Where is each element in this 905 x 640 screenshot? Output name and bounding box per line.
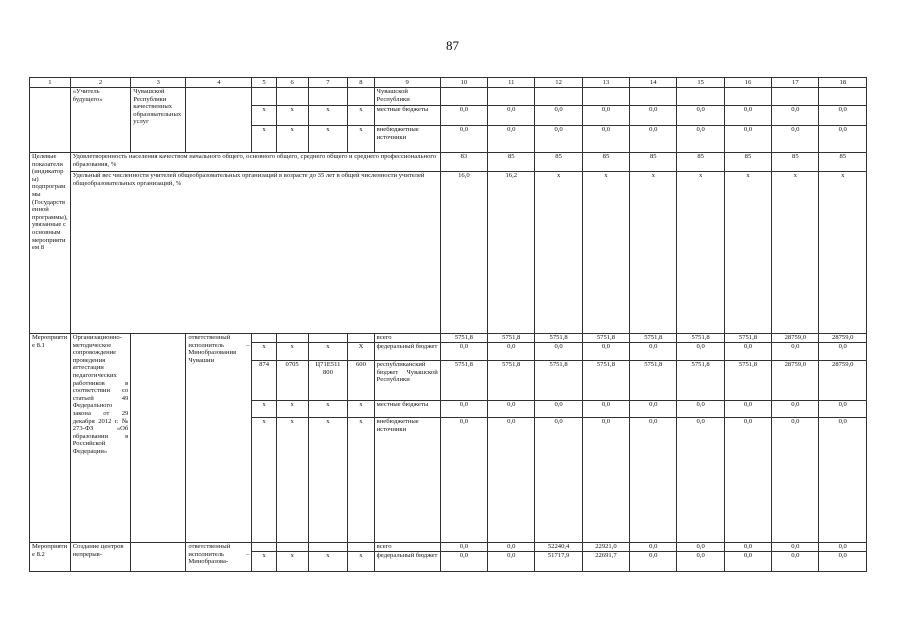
source-cell: федеральный бюджет <box>374 552 440 572</box>
target-value-cell: x <box>677 172 724 334</box>
source-cell: внебюджетные источники <box>374 126 440 153</box>
event-name-cell: «Учитель будущего» <box>70 88 131 153</box>
target-value-cell: 85 <box>772 153 819 172</box>
value-cell <box>488 88 535 106</box>
code-vr-cell <box>348 88 374 106</box>
value-cell: 0,0 <box>772 418 819 543</box>
value-cell: 5751,8 <box>535 361 582 401</box>
target-value-cell: 85 <box>819 153 867 172</box>
value-cell: 28759,0 <box>819 334 867 343</box>
table-row <box>30 172 867 334</box>
value-cell: 0,0 <box>582 418 629 543</box>
value-cell: 0,0 <box>440 418 487 543</box>
value-cell: 0,0 <box>772 126 819 153</box>
code-vr-cell: x <box>348 552 374 572</box>
header-cell: 10 <box>440 78 487 88</box>
value-cell: 0,0 <box>819 543 867 552</box>
code-gr-cell: x <box>252 106 276 126</box>
value-cell: 0,0 <box>677 401 724 418</box>
target-value-cell: x <box>724 172 771 334</box>
value-cell: 0,0 <box>535 126 582 153</box>
code-rz-cell: x <box>276 401 308 418</box>
header-cell: 9 <box>374 78 440 88</box>
page-number: 87 <box>446 38 459 53</box>
header-cell: 12 <box>535 78 582 88</box>
target-text-cell: Удовлетворенность населения качеством начального общего, основного общего, среднего общего и среднего профессионального образования, % <box>70 153 440 172</box>
code-rz-cell: x <box>276 126 308 153</box>
header-cell: 17 <box>772 78 819 88</box>
value-cell: 0,0 <box>488 106 535 126</box>
value-cell <box>440 88 487 106</box>
code-vr-cell: x <box>348 418 374 543</box>
value-cell: 0,0 <box>677 106 724 126</box>
table-row <box>30 543 867 552</box>
value-cell: 22691,7 <box>582 552 629 572</box>
value-cell: 28759,0 <box>772 361 819 401</box>
target-value-cell: 85 <box>535 153 582 172</box>
value-cell: 0,0 <box>772 552 819 572</box>
value-cell: 0,0 <box>772 543 819 552</box>
value-cell: 0,0 <box>724 552 771 572</box>
event-label-cell <box>30 88 71 153</box>
value-cell: 0,0 <box>819 552 867 572</box>
target-value-cell: 85 <box>582 153 629 172</box>
header-cell: 7 <box>308 78 348 88</box>
code-csr-cell: x <box>308 418 348 543</box>
value-cell: 0,0 <box>724 401 771 418</box>
value-cell: 0,0 <box>582 106 629 126</box>
header-cell: 14 <box>630 78 677 88</box>
value-cell: 0,0 <box>630 543 677 552</box>
code-vr-cell <box>348 543 374 552</box>
value-cell: 0,0 <box>772 401 819 418</box>
value-cell: 0,0 <box>630 401 677 418</box>
code-csr-cell: Ц71Е511 800 <box>308 361 348 401</box>
value-cell: 0,0 <box>772 106 819 126</box>
target-value-cell: 85 <box>724 153 771 172</box>
value-cell: 0,0 <box>440 543 487 552</box>
value-cell <box>677 88 724 106</box>
code-rz-cell: x <box>276 552 308 572</box>
code-csr-cell: x <box>308 343 348 361</box>
value-cell: 0,0 <box>819 343 867 361</box>
value-cell: 0,0 <box>440 401 487 418</box>
code-rz-cell <box>276 543 308 552</box>
value-cell: 0,0 <box>535 418 582 543</box>
value-cell: 0,0 <box>630 343 677 361</box>
value-cell <box>819 88 867 106</box>
responsible-cell: ответственный исполнитель – Минобразова- <box>186 543 252 572</box>
source-cell: всего <box>374 334 440 343</box>
value-cell: 0,0 <box>677 552 724 572</box>
value-cell: 0,0 <box>724 418 771 543</box>
header-cell: 16 <box>724 78 771 88</box>
code-gr-cell: x <box>252 401 276 418</box>
target-value-cell: 85 <box>630 153 677 172</box>
header-cell: 13 <box>582 78 629 88</box>
code-rz-cell <box>276 334 308 343</box>
source-cell: республиканский бюджет Чувашской Республики <box>374 361 440 401</box>
code-gr-cell: 874 <box>252 361 276 401</box>
value-cell: 0,0 <box>440 106 487 126</box>
value-cell: 0,0 <box>535 106 582 126</box>
code-csr-cell <box>308 88 348 106</box>
code-rz-cell <box>276 88 308 106</box>
target-text-cell: Удельный вес численности учителей общеобразовательных организаций в возрасте до 35 лет в общей численности учителей общеобразовательных организаций, % <box>70 172 440 334</box>
target-value-cell: x <box>535 172 582 334</box>
source-cell: всего <box>374 543 440 552</box>
event-empty-cell <box>131 334 186 543</box>
value-cell: 0,0 <box>488 418 535 543</box>
value-cell: 0,0 <box>630 552 677 572</box>
code-gr-cell <box>252 543 276 552</box>
value-cell: 0,0 <box>582 126 629 153</box>
code-csr-cell: x <box>308 126 348 153</box>
header-cell: 1 <box>30 78 71 88</box>
value-cell: 5751,8 <box>677 334 724 343</box>
table-row <box>30 153 867 172</box>
responsible-cell: ответственный исполнитель – Минобразования Чувашии <box>186 334 252 543</box>
code-csr-cell <box>308 334 348 343</box>
header-cell: 15 <box>677 78 724 88</box>
event-empty-cell <box>131 543 186 572</box>
value-cell: 5751,8 <box>677 361 724 401</box>
target-value-cell: 85 <box>488 153 535 172</box>
header-cell: 11 <box>488 78 535 88</box>
value-cell: 5751,8 <box>630 361 677 401</box>
header-cell: 5 <box>252 78 276 88</box>
value-cell: 0,0 <box>677 126 724 153</box>
value-cell: 0,0 <box>488 552 535 572</box>
target-value-cell: x <box>819 172 867 334</box>
code-vr-cell: x <box>348 106 374 126</box>
code-csr-cell <box>308 543 348 552</box>
value-cell: 5751,8 <box>440 334 487 343</box>
target-value-cell: 85 <box>677 153 724 172</box>
value-cell: 0,0 <box>488 126 535 153</box>
responsible-cell <box>186 88 252 153</box>
value-cell: 0,0 <box>488 401 535 418</box>
code-gr-cell <box>252 334 276 343</box>
target-value-cell: x <box>630 172 677 334</box>
targets-label-cell: Целевые показатели (индикаторы) подпрограммы (Государственной программы), увязанные с основным мероприятием 8 <box>30 153 71 334</box>
code-vr-cell: 600 <box>348 361 374 401</box>
value-cell: 5751,8 <box>630 334 677 343</box>
target-value-cell: 16,0 <box>440 172 487 334</box>
value-cell: 0,0 <box>582 343 629 361</box>
value-cell: 0,0 <box>440 552 487 572</box>
value-cell: 0,0 <box>724 343 771 361</box>
value-cell: 51717,9 <box>535 552 582 572</box>
value-cell: 5751,8 <box>440 361 487 401</box>
value-cell: 5751,8 <box>488 361 535 401</box>
value-cell: 28759,0 <box>819 361 867 401</box>
code-gr-cell <box>252 88 276 106</box>
value-cell: 0,0 <box>819 401 867 418</box>
code-vr-cell: X <box>348 343 374 361</box>
value-cell: 0,0 <box>582 401 629 418</box>
value-cell: 0,0 <box>535 401 582 418</box>
value-cell <box>772 88 819 106</box>
code-vr-cell: x <box>348 126 374 153</box>
header-cell: 3 <box>131 78 186 88</box>
event-label-cell: Мероприятие 8.2 <box>30 543 71 572</box>
value-cell: 52240,4 <box>535 543 582 552</box>
header-cell: 6 <box>276 78 308 88</box>
event-label-cell: Мероприятие 8.1 <box>30 334 71 543</box>
value-cell <box>724 88 771 106</box>
code-gr-cell: x <box>252 552 276 572</box>
source-cell: федеральный бюджет <box>374 343 440 361</box>
target-value-cell: 83 <box>440 153 487 172</box>
value-cell <box>582 88 629 106</box>
value-cell: 5751,8 <box>582 361 629 401</box>
header-cell: 8 <box>348 78 374 88</box>
header-cell: 4 <box>186 78 252 88</box>
value-cell: 0,0 <box>724 106 771 126</box>
source-cell: местные бюджеты <box>374 106 440 126</box>
table-row <box>30 334 867 343</box>
value-cell: 22921,0 <box>582 543 629 552</box>
value-cell: 5751,8 <box>724 361 771 401</box>
code-rz-cell: 0705 <box>276 361 308 401</box>
value-cell: 5751,8 <box>582 334 629 343</box>
value-cell: 0,0 <box>677 418 724 543</box>
table-row <box>30 78 867 88</box>
code-rz-cell: x <box>276 106 308 126</box>
value-cell: 0,0 <box>630 126 677 153</box>
value-cell: 5751,8 <box>488 334 535 343</box>
value-cell: 28759,0 <box>772 334 819 343</box>
value-cell: 0,0 <box>677 343 724 361</box>
code-vr-cell: x <box>348 401 374 418</box>
value-cell: 0,0 <box>772 343 819 361</box>
target-value-cell: x <box>772 172 819 334</box>
value-cell: 0,0 <box>819 106 867 126</box>
value-cell: 0,0 <box>630 106 677 126</box>
header-cell: 18 <box>819 78 867 88</box>
value-cell: 0,0 <box>724 126 771 153</box>
value-cell: 0,0 <box>440 343 487 361</box>
code-gr-cell: x <box>252 126 276 153</box>
header-cell: 2 <box>70 78 131 88</box>
table-row <box>30 88 867 106</box>
value-cell: 0,0 <box>724 543 771 552</box>
code-rz-cell: x <box>276 418 308 543</box>
value-cell: 5751,8 <box>724 334 771 343</box>
value-cell: 0,0 <box>535 343 582 361</box>
value-cell: 0,0 <box>677 543 724 552</box>
value-cell: 0,0 <box>488 343 535 361</box>
code-gr-cell: x <box>252 418 276 543</box>
source-cell: внебюджетные источники <box>374 418 440 543</box>
target-value-cell: 16,2 <box>488 172 535 334</box>
value-cell: 0,0 <box>819 418 867 543</box>
code-rz-cell: x <box>276 343 308 361</box>
code-csr-cell: x <box>308 401 348 418</box>
source-cell: Чувашской Республики <box>374 88 440 106</box>
value-cell <box>630 88 677 106</box>
source-cell: местные бюджеты <box>374 401 440 418</box>
value-cell <box>535 88 582 106</box>
value-cell: 0,0 <box>819 126 867 153</box>
event-name-cell: Организационно-методическое сопровождение проведения аттестации педагогических работников в соответствии со статьей 49 Федерального закона от 29 декабря 2012 г. № 273-ФЗ «Об образовании в Российской Федерации» <box>70 334 131 543</box>
event-name-cell: Создание центров непрерыв- <box>70 543 131 572</box>
value-cell: 0,0 <box>440 126 487 153</box>
value-cell: 5751,8 <box>535 334 582 343</box>
value-cell: 0,0 <box>488 543 535 552</box>
code-csr-cell: x <box>308 552 348 572</box>
event-name-cont-cell: Чувашской Республики качественных образовательных услуг <box>131 88 186 153</box>
value-cell: 0,0 <box>630 418 677 543</box>
code-csr-cell: x <box>308 106 348 126</box>
budget-table <box>29 77 867 572</box>
code-gr-cell: x <box>252 343 276 361</box>
target-value-cell: x <box>582 172 629 334</box>
code-vr-cell <box>348 334 374 343</box>
